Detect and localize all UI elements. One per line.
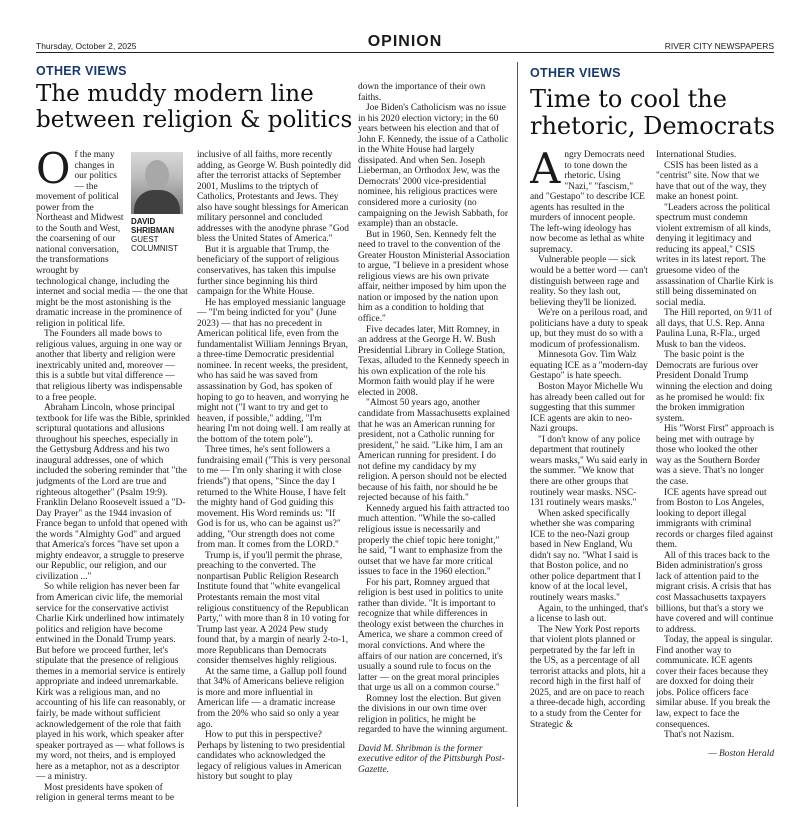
paragraph: Trump is, if you'll permit the phrase, preaching to the converted. The nonpartisan Public Religion Research Institute found that "white evangelical Protestants remain the most vital religious constituency of the Republican Party," with more than 8 in 10 voting for Trump last year. A 2024 Pew study found that, by a margin of nearly 2-to-1, more Republicans than Democrats consider themselves highly religious. xyxy=(197,550,350,667)
paragraph: Joe Biden's Catholicism was no issue in his 2020 election victory; in the 60 years between his election and that of John F. Kennedy, the issue of a Catholic in the White House had largely dissipated. And when Sen. Joseph Lieberman, an Orthodox Jew, was the Democrats' 2000 vice-presidential nominee, his religious practices were considered more a curiosity (no campaigning on the Jewish Sabbath, for example) than an obstacle. xyxy=(358,103,509,230)
left-article-column-3 xyxy=(358,82,510,810)
paragraph: Boston Mayor Michelle Wu has already been called out for suggesting that this summer ICE agents are akin to neo-Nazi groups. xyxy=(530,382,645,435)
paragraph: Romney lost the election. But given the divisions in our own time over religion in politics, he might be regarded to have the winning argument. xyxy=(358,693,508,736)
paragraph: How to put this in perspective? Perhaps by listening to two presidential candidates who acknowledged the legacy of religious values in American history but sought to play xyxy=(197,730,346,783)
paragraph: When asked specifically whether she was comparing ICE to the neo-Nazi group based in New England, Wu didn't say no. "What I said is that Boston police, and no other police department that I know of at the local level, routinely wears masks." xyxy=(530,508,641,603)
paragraph: "Almost 50 years ago, another candidate from Massachusetts explained that he was an American running for president, not a Catholic running for president," he said. "Like him, I am an American running for president. I do not define my candidacy by my religion. A person should not be elected because of his faith, nor should he be rejected because of his faith." xyxy=(358,398,510,504)
paragraph: The basic point is the Democrats are furious over President Donald Trump winning the election and doing as he promised he would: fix the broken immigration system. xyxy=(656,350,773,424)
author-box-spacer xyxy=(128,150,190,268)
paragraph-text: f the many changes in our politics — the movement of political power from the Northeast and Midwest to the South and West, the coarsening of our national conversation, the transformations wrought by technological change, including the internet and social media — the one that might be the most astonishing is the dramatic increase in the prominence of religion in political life. xyxy=(36,150,188,329)
left-headline-line1: The muddy modern line xyxy=(36,81,314,107)
paragraph: "Leaders across the political spectrum must condemn violent extremism of all kinds, denying it legitimacy and reducing its appeal," CSIS writes in its latest report. The gruesome video of the assassination of Charlie Kirk is still being disseminated on social media. xyxy=(656,202,774,308)
paragraph: The Founders all made bows to religious values, arguing in one way or another that liberty and religion were inextricably united and, moreover — this is a subtle but vital difference — that religious liberty was indispensable to a free people. xyxy=(36,329,183,403)
right-article-column-1 xyxy=(530,150,648,810)
author-name-first: DAVID xyxy=(131,217,156,226)
paragraph: Most presidents have spoken of religion in general terms meant to be xyxy=(36,782,174,804)
author-title-2: COLUMNIST xyxy=(131,244,179,253)
paragraph: His "Worst First" approach is being met with outrage by those who looked the other way as the Southern Border was a sieve. That's no longer the case. xyxy=(656,424,774,487)
paragraph: The New York Post reports that violent plots planned or perpetrated by the far left in the US, as a percentage of all terrorist attacks and plots, hit a record high in the first half of 2025, and are on pace to reach a three-decade high, according to a study from the Center for Strategic & xyxy=(530,624,646,730)
paragraph: inclusive of all faiths, more recently adding, as George W. Bush pointedly did after the terrorist attacks of September 2001, Muslims to the triptych of Catholics, Protestants and Jews. They also have sought blessings for American military personnel and concluded addresses with the anodyne phrase "God bless the United States of America." xyxy=(197,150,351,245)
paragraph: International Studies. xyxy=(656,150,737,160)
paragraph: But in 1960, Sen. Kennedy felt the need to travel to the convention of the Greater Houston Ministerial Association to argue, "I believe in a president whose religious views are his own private affair, neither imposed by him upon the nation or imposed by the nation upon him as a condition to holding that office." xyxy=(358,229,510,325)
left-kicker: OTHER VIEWS xyxy=(36,64,127,78)
paragraph: But it is arguable that Trump, the beneficiary of the support of religious conservatives, has taken this impulse further since beginning his third campaign for the White House. xyxy=(197,244,339,298)
right-article-column-2 xyxy=(656,150,774,810)
paragraph: Five decades later, Mitt Romney, in an address at the George H. W. Bush Presidential Library in College Station, Texas, alluded to the Kennedy speech in his own explication of the role his Mormon faith would play if he were elected in 2008. xyxy=(358,324,510,398)
issue-date: Thursday, October 2, 2025 xyxy=(36,41,137,51)
right-headline-line1: Time to cool the xyxy=(530,85,727,113)
left-article-column-1 xyxy=(36,150,190,810)
right-headline-line2: rhetoric, Democrats xyxy=(530,111,775,140)
paragraph: Kennedy argued his faith attracted too much attention. "While the so-called religious issue is necessarily and properly the chief topic here tonight," he said, "I want to emphasize from the outset that we have far more critical issues to face in the 1960 election." xyxy=(358,503,510,578)
paragraph xyxy=(530,150,648,255)
author-name-last: SHRIBMAN xyxy=(131,226,175,235)
article-signoff: — Boston Herald xyxy=(708,748,774,759)
section-title: OPINION xyxy=(367,33,443,50)
right-kicker: OTHER VIEWS xyxy=(530,66,621,80)
paragraph: At the same time, a Gallup poll found that 34% of Americans believe religion is more and more influential in American life — a dramatic increase from the 20% who said so only a year ago. xyxy=(197,666,347,730)
article-signoff: David M. Shribman is the former executive editor of the Pittsburgh Post-Gazette. xyxy=(358,743,505,775)
left-article-column-2 xyxy=(197,150,351,810)
dropcap: O xyxy=(36,150,71,193)
paragraph: All of this traces back to the Biden administration's gross lack of attention paid to the migrant crisis. A crisis that has cost Massachusetts taxpayers billions, but that's a story we have covered and will continue to address. xyxy=(656,550,774,635)
paragraph: He has employed messianic language — "I'm being indicted for you" (June 2023) — that has no precedent in American political life, even from the fundamentalist William Jennings Bryan, a three-time Democratic presidential nominee. In recent weeks, the president, who has said he was saved from assassination by God, has spoken of hoping to go to heaven, and worrying he might not ("I want to try and get to heaven, if possible," adding, "I'm hearing I'm not doing well. I am really at the bottom of the totem pole"). xyxy=(197,297,351,445)
right-headline xyxy=(530,86,775,140)
paragraph: For his part, Romney argued that religion is best used in politics to unite rather than divide. "It is important to recognize that while differences in theology exist between the churches in America, we share a common creed of moral convictions. And where the affairs of our nation are concerned, it's usually a sound rule to focus on the latter — on the great moral principles that urge us all on a common course." xyxy=(358,577,504,694)
publication-name: RIVER CITY NEWSPAPERS xyxy=(664,41,774,51)
paragraph: The Hill reported, on 9/11 of all days, that U.S. Rep. Anna Paulina Luna, R-Fla., urged Musk to ban the videos. xyxy=(656,308,772,350)
paragraph: That's not Nazism. xyxy=(664,730,735,741)
paragraph: We're on a perilous road, and politicians have a duty to speak up, but they must do so with a modicum of professionalism. xyxy=(530,308,648,350)
paragraph: Abraham Lincoln, whose principal textbook for life was the Bible, sprinkled scriptural quotations and allusions throughout his speeches, especially in the Gettysburg Address and his two inaugural addresses, one of which included the sobering reminder that "the judgments of the Lord are true and righteous altogether" (Psalm 19:9). Franklin Delano Roosevelt issued a "D-Day Prayer" as the 1944 invasion of France began to unfold that opened with the words "Almighty God" and argued that America's forces "have set upon a mighty endeavor, a struggle to preserve our Republic, our religion, and our civilization ..." xyxy=(36,403,190,582)
author-title-1: GUEST xyxy=(131,235,159,244)
paragraph: So while religion has never been far from American civic life, the memorial service for the conservative activist Charlie Kirk underlined how intimately politics and religion have become entwined in the Donald Trump years. But before we proceed further, let's stipulate that the presence of religious themes in a memorial service is entirely appropriate and indeed unremarkable. Kirk was a religious man, and no accounting of his life can reasonably, or fairly, be made without sufficient acknowledgement of the role that faith played in his work, which speaker after speaker portrayed as — what follows is my word, not theirs, and is employed here as a metaphor, not as a descriptor — a ministry. xyxy=(36,582,186,783)
paragraph: Three times, he's sent followers a fundraising email ("This is very personal to me — I'm only sharing it with close friends") that opens, "Since the day I returned to the White House, I have felt the mighty hand of God guiding this movement. His Word reminds us: "If God is for us, who can be against us?" adding, "Our strength does not come from man. It comes from the LORD." xyxy=(197,445,351,551)
dropcap: A xyxy=(530,150,561,193)
paragraph-text: ngry Democrats need to tone down the rhetoric. Using "Nazi," "fascism," and "Gestapo" to describe ICE agents has resulted in the murders of innocent people. The left-wing ideology has now become as lethal as white supremacy. xyxy=(530,150,645,255)
paragraph: "I don't know of any police department that routinely wears masks," Wu said early in the summer. "We know that there are other groups that routinely wear masks. NSC-131 routinely wears masks." xyxy=(530,434,648,509)
paragraph: Again, to the unhinged, that's a license to lash out. xyxy=(530,603,648,625)
paragraph: down the importance of their own faiths. xyxy=(358,82,486,103)
column-divider xyxy=(517,62,518,807)
paragraph: Today, the appeal is singular. Find another way to communicate. ICE agents cover their faces because they are doxxed for doing their jobs. Police officers face similar abuse. If you break the law, expect to face the consequences. xyxy=(656,635,773,730)
left-headline-line2: between religion & politics xyxy=(36,106,353,133)
left-headline xyxy=(36,82,352,134)
page-header xyxy=(36,30,774,53)
paragraph: Vulnerable people — sick would be a better word — can't distinguish between rage and reality. So they lash out, believing they'll be lionized. xyxy=(530,255,648,308)
paragraph: ICE agents have spread out from Boston to Los Angeles, looking to deport illegal immigrants with criminal records or charges filed against them. xyxy=(656,487,773,551)
paragraph: CSIS has been listed as a "centrist" site. Now that we have that out of the way, they make an honest point. xyxy=(656,160,767,203)
paragraph: Minnesota Gov. Tim Walz equating ICE as a "modern-day Gestapo" is hate speech. xyxy=(530,350,648,382)
